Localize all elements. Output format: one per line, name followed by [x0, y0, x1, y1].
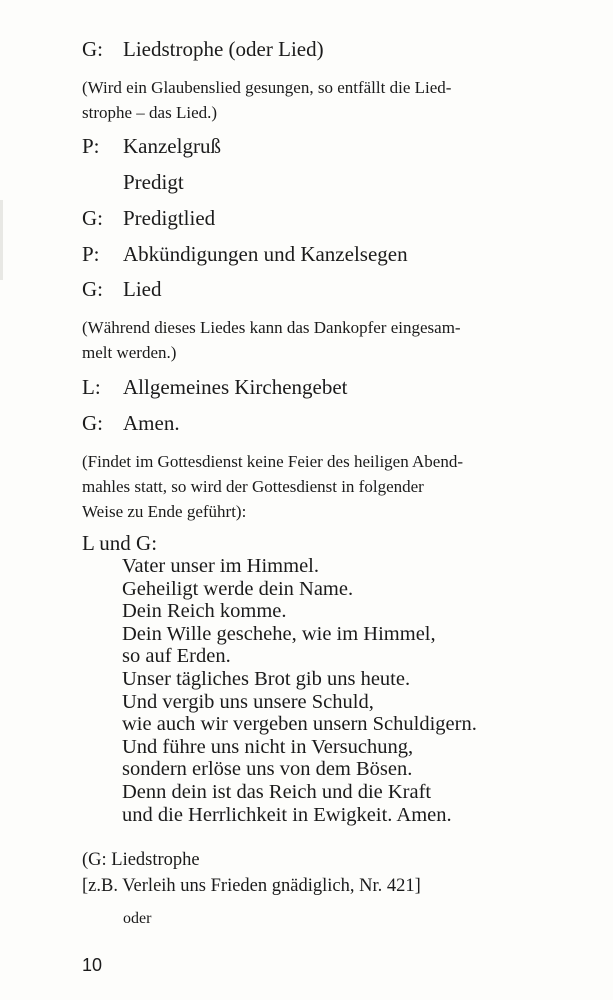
prayer-line: wie auch wir vergeben unsern Schuldigern.	[122, 713, 477, 736]
prayer-line: so auf Erden.	[122, 645, 231, 668]
prayer-line: Vater unser im Himmel.	[122, 555, 319, 577]
speaker-label: G:	[82, 206, 103, 230]
prayer-text	[122, 555, 477, 826]
speaker-label: L:	[82, 375, 101, 399]
prayer-line: Und vergib uns unsere Schuld,	[122, 690, 374, 713]
closing-reference: [z.B. Verleih uns Frieden gnädiglich, Nr. 421]	[82, 876, 421, 896]
liturgy-item: Abkündigungen und Kanzelsegen	[123, 242, 408, 266]
speaker-label: P:	[82, 242, 100, 266]
speaker-label: G:	[82, 411, 103, 435]
liturgy-item: Kanzelgruß	[123, 134, 221, 158]
rubric-note-line: (Findet im Gottesdienst keine Feier des heiligen Abend-	[82, 452, 464, 471]
liturgy-item: Liedstrophe (oder Lied)	[123, 37, 324, 61]
page-edge-shadow	[0, 200, 3, 280]
speaker-label: G:	[82, 277, 103, 301]
prayer-line: sondern erlöse uns von dem Bösen.	[122, 758, 413, 781]
liturgy-item: Predigtlied	[123, 206, 216, 230]
rubric-note-line: (Wird ein Glaubenslied gesungen, so entfällt die Lied-	[82, 78, 452, 97]
liturgy-item: Predigt	[123, 170, 184, 194]
page-number: 10	[82, 955, 103, 975]
speaker-label: G:	[82, 37, 103, 61]
prayer-line: Geheiligt werde dein Name.	[122, 577, 354, 600]
prayer-line: Dein Reich komme.	[122, 600, 287, 623]
rubric-note-line: strophe – das Lied.)	[82, 103, 218, 122]
rubric-note-line: melt werden.)	[82, 343, 177, 362]
prayer-line: Dein Wille geschehe, wie im Himmel,	[122, 622, 436, 645]
prayer-line: Unser tägliches Brot gib uns heute.	[122, 667, 411, 690]
liturgy-item: Lied	[123, 277, 162, 301]
closing-rubric: (G: Liedstrophe	[82, 850, 200, 870]
prayer-line: Und führe uns nicht in Versuchung,	[122, 735, 414, 758]
liturgy-item: Amen.	[123, 411, 180, 435]
rubric-note-line: (Während dieses Liedes kann das Dankopfer eingesam-	[82, 318, 461, 337]
prayer-line: und die Herrlichkeit in Ewigkeit. Amen.	[122, 803, 452, 826]
speaker-label: P:	[82, 134, 100, 158]
closing-or: oder	[123, 910, 152, 927]
prayer-line: Denn dein ist das Reich und die Kraft	[122, 780, 432, 803]
liturgy-item: Allgemeines Kirchengebet	[123, 375, 348, 399]
rubric-note-line: mahles statt, so wird der Gottesdienst in folgender	[82, 477, 424, 496]
prayer-speakers: L und G:	[82, 531, 158, 555]
rubric-note-line: Weise zu Ende geführt):	[82, 502, 247, 521]
